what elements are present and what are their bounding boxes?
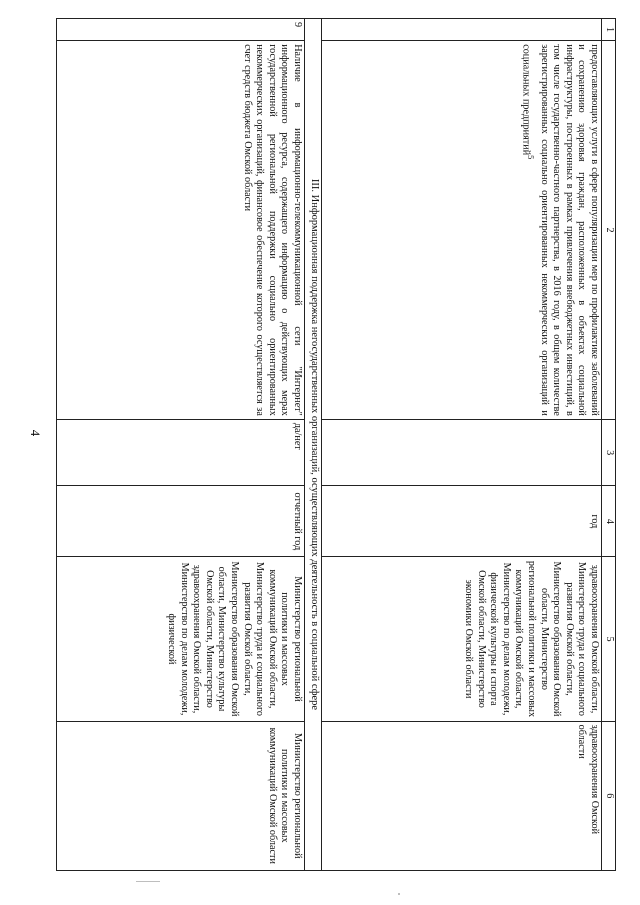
row-number	[322, 19, 602, 41]
header-col-4: 4	[602, 486, 616, 557]
header-col-2: 2	[602, 41, 616, 420]
unit-cell	[322, 419, 602, 486]
executors-cell: здравоохранения Омской области, Министерство труда и социального развития Омской области, Министерство образования Омской области, Министерство региональной политики и массовых коммуникаций Омской области, Министерство по делам молодежи, физической культуры и спорта Омской области, Министерство экономики Омской области	[322, 557, 602, 721]
executors-cell: Министерство региональной политики и массовых коммуникаций Омской области, Министерство труда и социального развития Омской области, Министерство образования Омской области, Министерство культуры Омской области, Министерство здравоохранения Омской области, Министерство по делам молодежи, физической	[57, 557, 305, 721]
footnote-mark: 5	[526, 155, 537, 160]
header-col-5: 5	[602, 557, 616, 721]
responsible-cell: здравоохранения Омской области	[322, 721, 602, 870]
indicators-table	[56, 18, 616, 871]
table-row	[322, 19, 602, 871]
scan-artifact	[136, 881, 160, 882]
header-col-6: 6	[602, 721, 616, 870]
row-number: 9	[57, 19, 305, 41]
page-number: 4	[28, 429, 43, 437]
table-row	[57, 19, 305, 871]
section-title: III. Информационная поддержка негосударственных организаций, осуществляющих деятельность в социальной сфере	[305, 19, 322, 871]
indicator-cell: Наличие в информационно-телекоммуникационной сети "Интернет" информационного ресурса, содержащего информацию о действующих мерах государственной региональной поддержки социально ориентированных некоммерческих организаций, финансовое обеспечение которого осуществляется за счет средств бюджета Омской области	[57, 41, 305, 420]
header-row	[602, 19, 616, 871]
rotated-table-page	[56, 18, 616, 871]
header-col-3: 3	[602, 419, 616, 486]
indicator-text: предоставляющих услуги в сфере популяризации мер по профилактике заболеваний и сохранению здоровья граждан, расположенных в объектах социальной инфраструктуры, построенных в рамках привлечения внебюджетных инвестиций, в том числе государственно-частного партнерства, в 2016 году, в общем количестве зарегистрированных социально ориентированных некоммерческих организаций и социальных предприятий	[520, 44, 600, 416]
responsible-cell: Министерство региональной политики и массовых коммуникаций Омской области	[57, 721, 305, 870]
section-row	[305, 19, 322, 871]
period-cell: год	[322, 486, 602, 557]
scan-artifact	[398, 893, 400, 895]
indicator-cell	[322, 41, 602, 420]
header-col-1: 1	[602, 19, 616, 41]
period-cell: отчетный год	[57, 486, 305, 557]
unit-cell: да/нет	[57, 419, 305, 486]
